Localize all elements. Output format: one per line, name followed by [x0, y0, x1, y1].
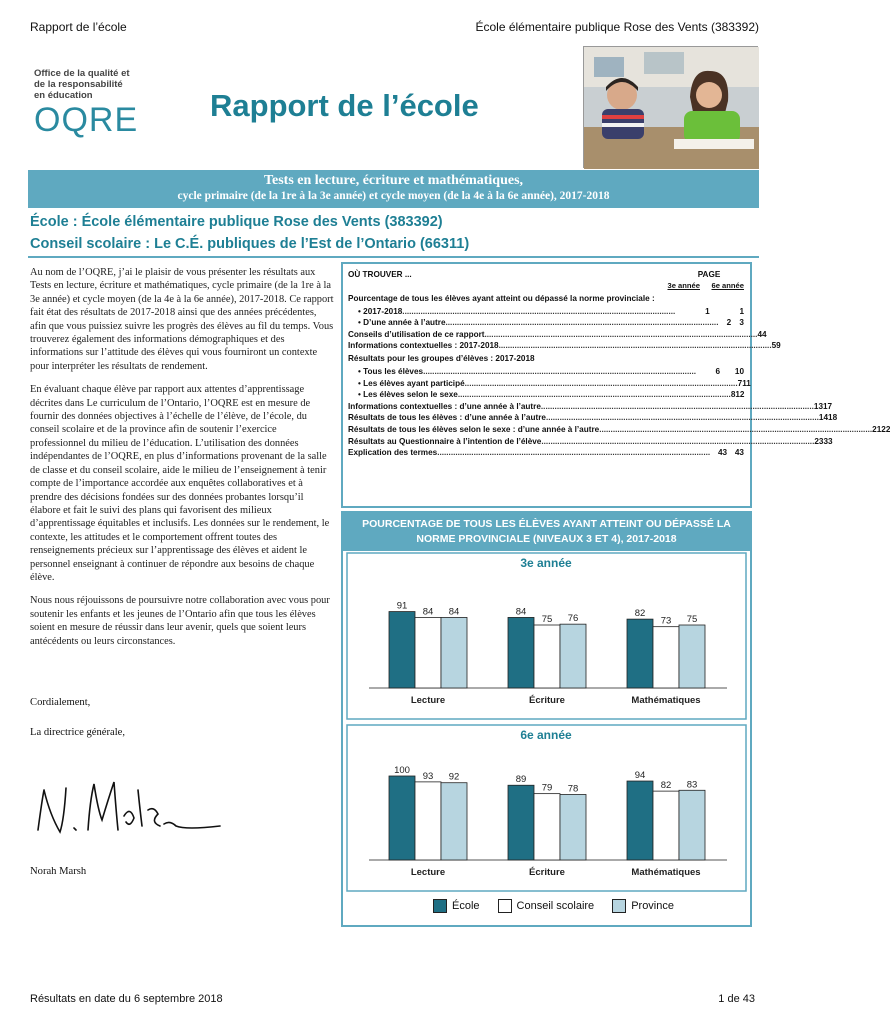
toc-row	[348, 341, 781, 351]
bar	[441, 617, 467, 688]
toc-page-grade3: 6	[715, 366, 721, 376]
data-label: 78	[567, 783, 579, 795]
letter-paragraph-3: Nous nous réjouissons de poursuivre notre collaboration avec vous pour soutenir les enfants et les jeunes de l’Ontario afin que tous les élèves soient en mesure de réussir dans leur avenir, quels que soient leurs antécédents ou leurs circonstances.	[30, 595, 330, 647]
letter-signatory-role: La directrice générale,	[30, 727, 125, 738]
data-label: 83	[686, 779, 698, 791]
toc-row-label: Conseils d’utilisation de ce rapport	[348, 329, 485, 339]
logo-line-2: de la responsabilité	[34, 79, 123, 90]
bar	[508, 785, 534, 860]
toc-page-grade3: 2	[726, 318, 732, 328]
toc-page-grade3: 5	[771, 341, 777, 351]
toc-page-grade6: 10	[734, 366, 744, 376]
signer-name: Norah Marsh	[30, 866, 87, 877]
data-label: 82	[660, 780, 672, 792]
bar	[389, 612, 415, 688]
toc-row-label: Résultats de tous les élèves : d’une année à l’autre	[348, 413, 546, 423]
logo-line-3: en éducation	[34, 90, 93, 101]
toc-page-grade6: 43	[734, 448, 744, 458]
toc-page-grade6: 33	[823, 436, 833, 446]
legend-label-conseil: Conseil scolaire	[516, 900, 595, 912]
table-of-contents	[341, 262, 890, 508]
toc-row-leader: ........................................................................................................................	[599, 424, 873, 434]
toc-col-grade6: 6e année	[711, 281, 744, 290]
toc-row-leader: ........................................................................................................................	[545, 413, 819, 423]
toc-row-label: • Les élèves selon le sexe	[358, 390, 458, 400]
school-board-name: Conseil scolaire : Le C.É. publiques de l’Est de l’Ontario (66311)	[30, 236, 470, 252]
bar	[653, 627, 679, 688]
toc-row-label: • 2017-2018	[358, 306, 403, 316]
eqao-logo	[34, 68, 144, 137]
category-label: Écriture	[529, 695, 565, 706]
bar	[508, 617, 534, 688]
toc-row-label: • Tous les élèves	[358, 366, 424, 376]
data-label: 84	[422, 606, 434, 618]
students-photo	[583, 46, 758, 168]
toc-page-grade6: 1	[739, 306, 744, 316]
toc-row	[348, 436, 833, 446]
legend-item-ecole	[433, 899, 480, 913]
toc-row	[348, 424, 890, 434]
toc-row-label: • D’une année à l’autre	[358, 318, 446, 328]
logo-mark: OQRE	[34, 101, 139, 139]
toc-row	[348, 307, 744, 316]
data-label: 73	[660, 615, 672, 627]
legend-swatch-conseil	[498, 899, 512, 913]
toc-page-grade6: 12	[735, 390, 745, 400]
toc-row-leader: ........................................................................................................................	[464, 378, 738, 388]
toc-row	[348, 318, 744, 327]
category-label: Lecture	[410, 867, 446, 878]
toc-row-label: Résultats de tous les élèves selon le sexe : d’une année à l’autre	[348, 424, 600, 434]
letter-paragraph-2: En évaluant chaque élève par rapport aux attentes d’apprentissage décrites dans Le curriculum de l’Ontario, l’OQRE est en mesure de fournir des données objectives à l’échelle de l’élève, de l’école, du conseil scolaire et de la province afin de soutenir l’exercice professionnel du milieu de l’éducation. L’utilisation des données indépendantes de l’OQRE, en plus d’informations provenant de la salle de classe et du conseil scolaire, aide le milieu de l’enseignement à tenir compte de l’importance accordée aux enquêtes collaboratives et à prendre des décisions fondées sur des données probantes lorsqu’il élabore et fait le suivi des plans qui favorisent des milieux d’apprentissage équitables et inclusifs. Les données sur le rendement, le contexte, les attitudes et le comportement offrent toutes des renseignements précieux sur l’apprentissage des élèves et aident le personnel enseignant à continuer de répondre aux besoins de chaque élève.	[30, 384, 330, 583]
toc-row-leader: ........................................................................................................................	[484, 329, 758, 339]
letter-closing: Cordialement,	[30, 697, 91, 708]
title-banner	[28, 170, 759, 208]
divider	[28, 256, 759, 258]
toc-row	[348, 329, 767, 339]
chart-title: 6e année	[520, 728, 572, 742]
data-label: 94	[634, 770, 646, 782]
bar	[560, 794, 586, 860]
toc-row-label: Informations contextuelles : d’une année à l’autre	[348, 401, 541, 411]
legend-label-province: Province	[631, 900, 674, 912]
data-label: 91	[396, 600, 408, 612]
banner-line-2: cycle primaire (de la 1re à la 3e année) et cycle moyen (de la 4e à la 6e année), 2017-2018	[177, 190, 610, 202]
bar	[627, 781, 653, 860]
toc-row-leader: ........................................................................................................................	[541, 436, 815, 446]
bar	[534, 625, 560, 688]
data-label: 76	[567, 613, 579, 625]
toc-group-2: Résultats pour les groupes d’élèves : 2017-2018	[348, 354, 535, 364]
data-label: 75	[686, 614, 698, 625]
results-charts-panel	[341, 511, 752, 927]
toc-page-grade3: 43	[717, 448, 728, 458]
toc-page-grade3: 13	[813, 401, 823, 411]
category-label: Mathématiques	[631, 867, 701, 878]
toc-col-grade3: 3e année	[667, 281, 700, 290]
toc-page-grade3: 21	[872, 424, 882, 434]
toc-row-leader: ........................................................................................................................	[498, 341, 772, 351]
legend-swatch-province	[612, 899, 626, 913]
school-name: École : École élémentaire publique Rose des Vents (383392)	[30, 214, 443, 230]
toc-row-leader: ........................................................................................................................	[423, 366, 697, 376]
toc-page-label: PAGE	[697, 270, 721, 279]
data-label: 75	[541, 614, 553, 625]
toc-row-leader: ........................................................................................................................	[540, 401, 814, 411]
bar	[653, 791, 679, 860]
toc-row	[348, 378, 751, 388]
toc-page-grade3: 14	[818, 413, 829, 423]
toc-row-label: Résultats au Questionnaire à l’intention de l’élève	[348, 436, 542, 446]
results-bar-charts	[343, 551, 750, 891]
toc-row-leader: ........................................................................................................................	[445, 318, 719, 328]
category-label: Lecture	[410, 695, 446, 706]
toc-row-leader: ........................................................................................................................	[437, 448, 711, 458]
toc-heading: OÙ TROUVER ...	[348, 270, 412, 279]
chart-title: 3e année	[520, 556, 572, 570]
toc-page-grade3: 4	[757, 329, 763, 339]
data-label: 84	[448, 606, 460, 618]
toc-page-grade3: 7	[737, 378, 743, 388]
bar	[627, 619, 653, 688]
bar	[679, 625, 705, 688]
toc-page-grade6: 17	[823, 401, 833, 411]
legend-item-province	[612, 899, 674, 913]
data-label: 93	[422, 770, 434, 782]
data-label: 100	[394, 765, 410, 776]
footer-date: Résultats en date du 6 septembre 2018	[30, 993, 223, 1005]
legend-item-conseil	[498, 899, 595, 913]
running-header-right: École élémentaire publique Rose des Vents (383392)	[475, 20, 759, 34]
logo-line-1: Office de la qualité et	[34, 68, 130, 79]
bar	[441, 783, 467, 860]
chart-legend	[433, 899, 674, 913]
toc-row	[348, 413, 838, 423]
toc-row-label: • Les élèves ayant participé	[358, 378, 465, 388]
toc-row-label: Informations contextuelles : 2017-2018	[348, 341, 499, 351]
bar	[679, 790, 705, 860]
intro-letter	[30, 266, 334, 658]
toc-page-grade6: 11	[742, 378, 751, 388]
legend-swatch-ecole	[433, 899, 447, 913]
category-label: Mathématiques	[631, 695, 701, 706]
bar	[415, 782, 441, 860]
bar	[534, 794, 560, 860]
footer-page-number: 1 de 43	[718, 993, 755, 1005]
toc-group-1: Pourcentage de tous les élèves ayant atteint ou dépassé la norme provinciale :	[348, 294, 655, 303]
data-label: 79	[541, 782, 553, 794]
toc-page-grade3: 8	[730, 390, 736, 400]
letter-paragraph-1: Au nom de l’OQRE, j’ai le plaisir de vous présenter les résultats aux Tests en lecture, écriture et mathématiques, cycle primaire (de la 1re à la 3e année) et cycle moyen (de la 4e à la 6e année), 2017-2018. Ce rapport fait état des résultats de 2017-2018 ainsi que des années précédentes, afin que vous puissiez suivre les progrès des élèves au fil du temps. Vous trouverez également des informations démographiques et des informations sur l’attitude des élèves qui vous fourniront un contexte pour interpréter les résultats de rendement.	[30, 267, 334, 372]
toc-row-label: Explication des termes	[348, 448, 438, 458]
toc-row-leader: ........................................................................................................................	[402, 306, 676, 316]
toc-page-grade3: 23	[814, 436, 824, 446]
data-label: 82	[634, 608, 646, 620]
toc-page-grade6: 9	[776, 341, 781, 351]
toc-page-grade6: 3	[739, 318, 744, 328]
charts-title: POURCENTAGE DE TOUS LES ÉLÈVES AYANT ATTEINT OU DÉPASSÉ LA NORME PROVINCIALE (NIVEAUX 3 ET 4), 2017-2018	[343, 513, 750, 551]
handwritten-signature	[30, 770, 230, 850]
toc-row	[348, 401, 833, 411]
toc-row	[348, 390, 744, 399]
bar	[560, 624, 586, 688]
toc-row-leader: ........................................................................................................................	[457, 390, 731, 400]
data-label: 89	[515, 774, 527, 786]
banner-line-1: Tests en lecture, écriture et mathématiques,	[263, 173, 524, 188]
page-title: Rapport de l’école	[210, 88, 479, 123]
data-label: 84	[515, 606, 527, 618]
data-label: 92	[448, 771, 460, 783]
legend-label-ecole: École	[452, 900, 480, 912]
toc-row	[348, 448, 744, 457]
toc-page-grade6: 22	[881, 424, 890, 434]
toc-page-grade6: 18	[828, 413, 838, 423]
toc-page-grade6: 4	[762, 329, 767, 339]
running-header-left: Rapport de l’école	[30, 20, 127, 34]
toc-page-grade3: 1	[705, 306, 710, 316]
toc-row	[348, 367, 744, 376]
category-label: Écriture	[529, 867, 565, 878]
bar	[389, 776, 415, 860]
bar	[415, 617, 441, 688]
